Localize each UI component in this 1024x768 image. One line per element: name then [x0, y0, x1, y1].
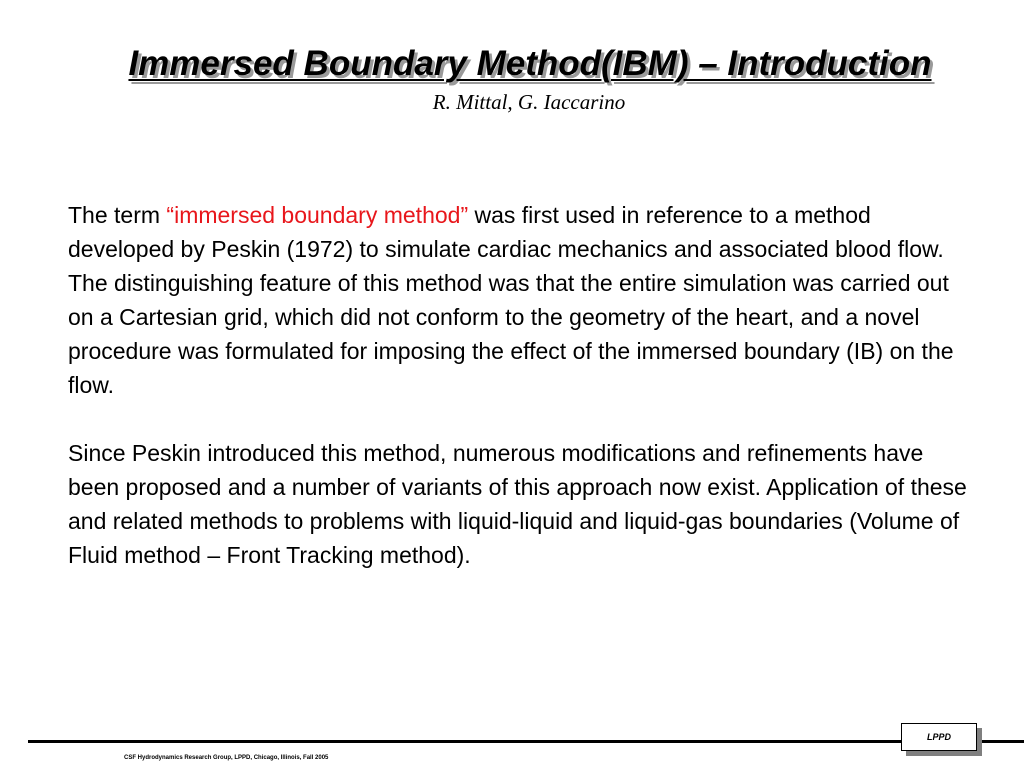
paragraph-1-prefix: The term: [68, 202, 167, 228]
paragraph-1-rest: was first used in reference to a method developed by Peskin (1972) to simulate cardiac mechanics and associated blood flow. The distinguishing feature of this method was that the entire simulation was carried out on a Cartesian grid, which did not conform to the geometry of the heart, and a novel procedure was formulated for imposing the effect of the immersed boundary (IB) on the flow.: [68, 202, 954, 398]
slide-title: Immersed Boundary Method(IBM) – Introduction: [128, 44, 932, 83]
lppd-logo: [901, 723, 977, 751]
paragraph-1: [68, 198, 978, 402]
lppd-logo-label: LPPD: [926, 732, 951, 742]
slide-authors: R. Mittal, G. Iaccarino: [432, 90, 626, 114]
slide-body: [68, 198, 978, 606]
paragraph-2: Since Peskin introduced this method, numerous modifications and refinements have been proposed and a number of variants of this approach now exist. Application of these and related methods to problems with liquid-liquid and liquid-gas boundaries (Volume of Fluid method – Front Tracking method).: [68, 440, 967, 568]
footer-credit: CSF Hydrodynamics Research Group, LPPD, Chicago, Illinois, Fall 2005: [124, 755, 329, 761]
footer-divider: [28, 740, 1024, 743]
highlighted-term: “immersed boundary method”: [166, 202, 469, 228]
